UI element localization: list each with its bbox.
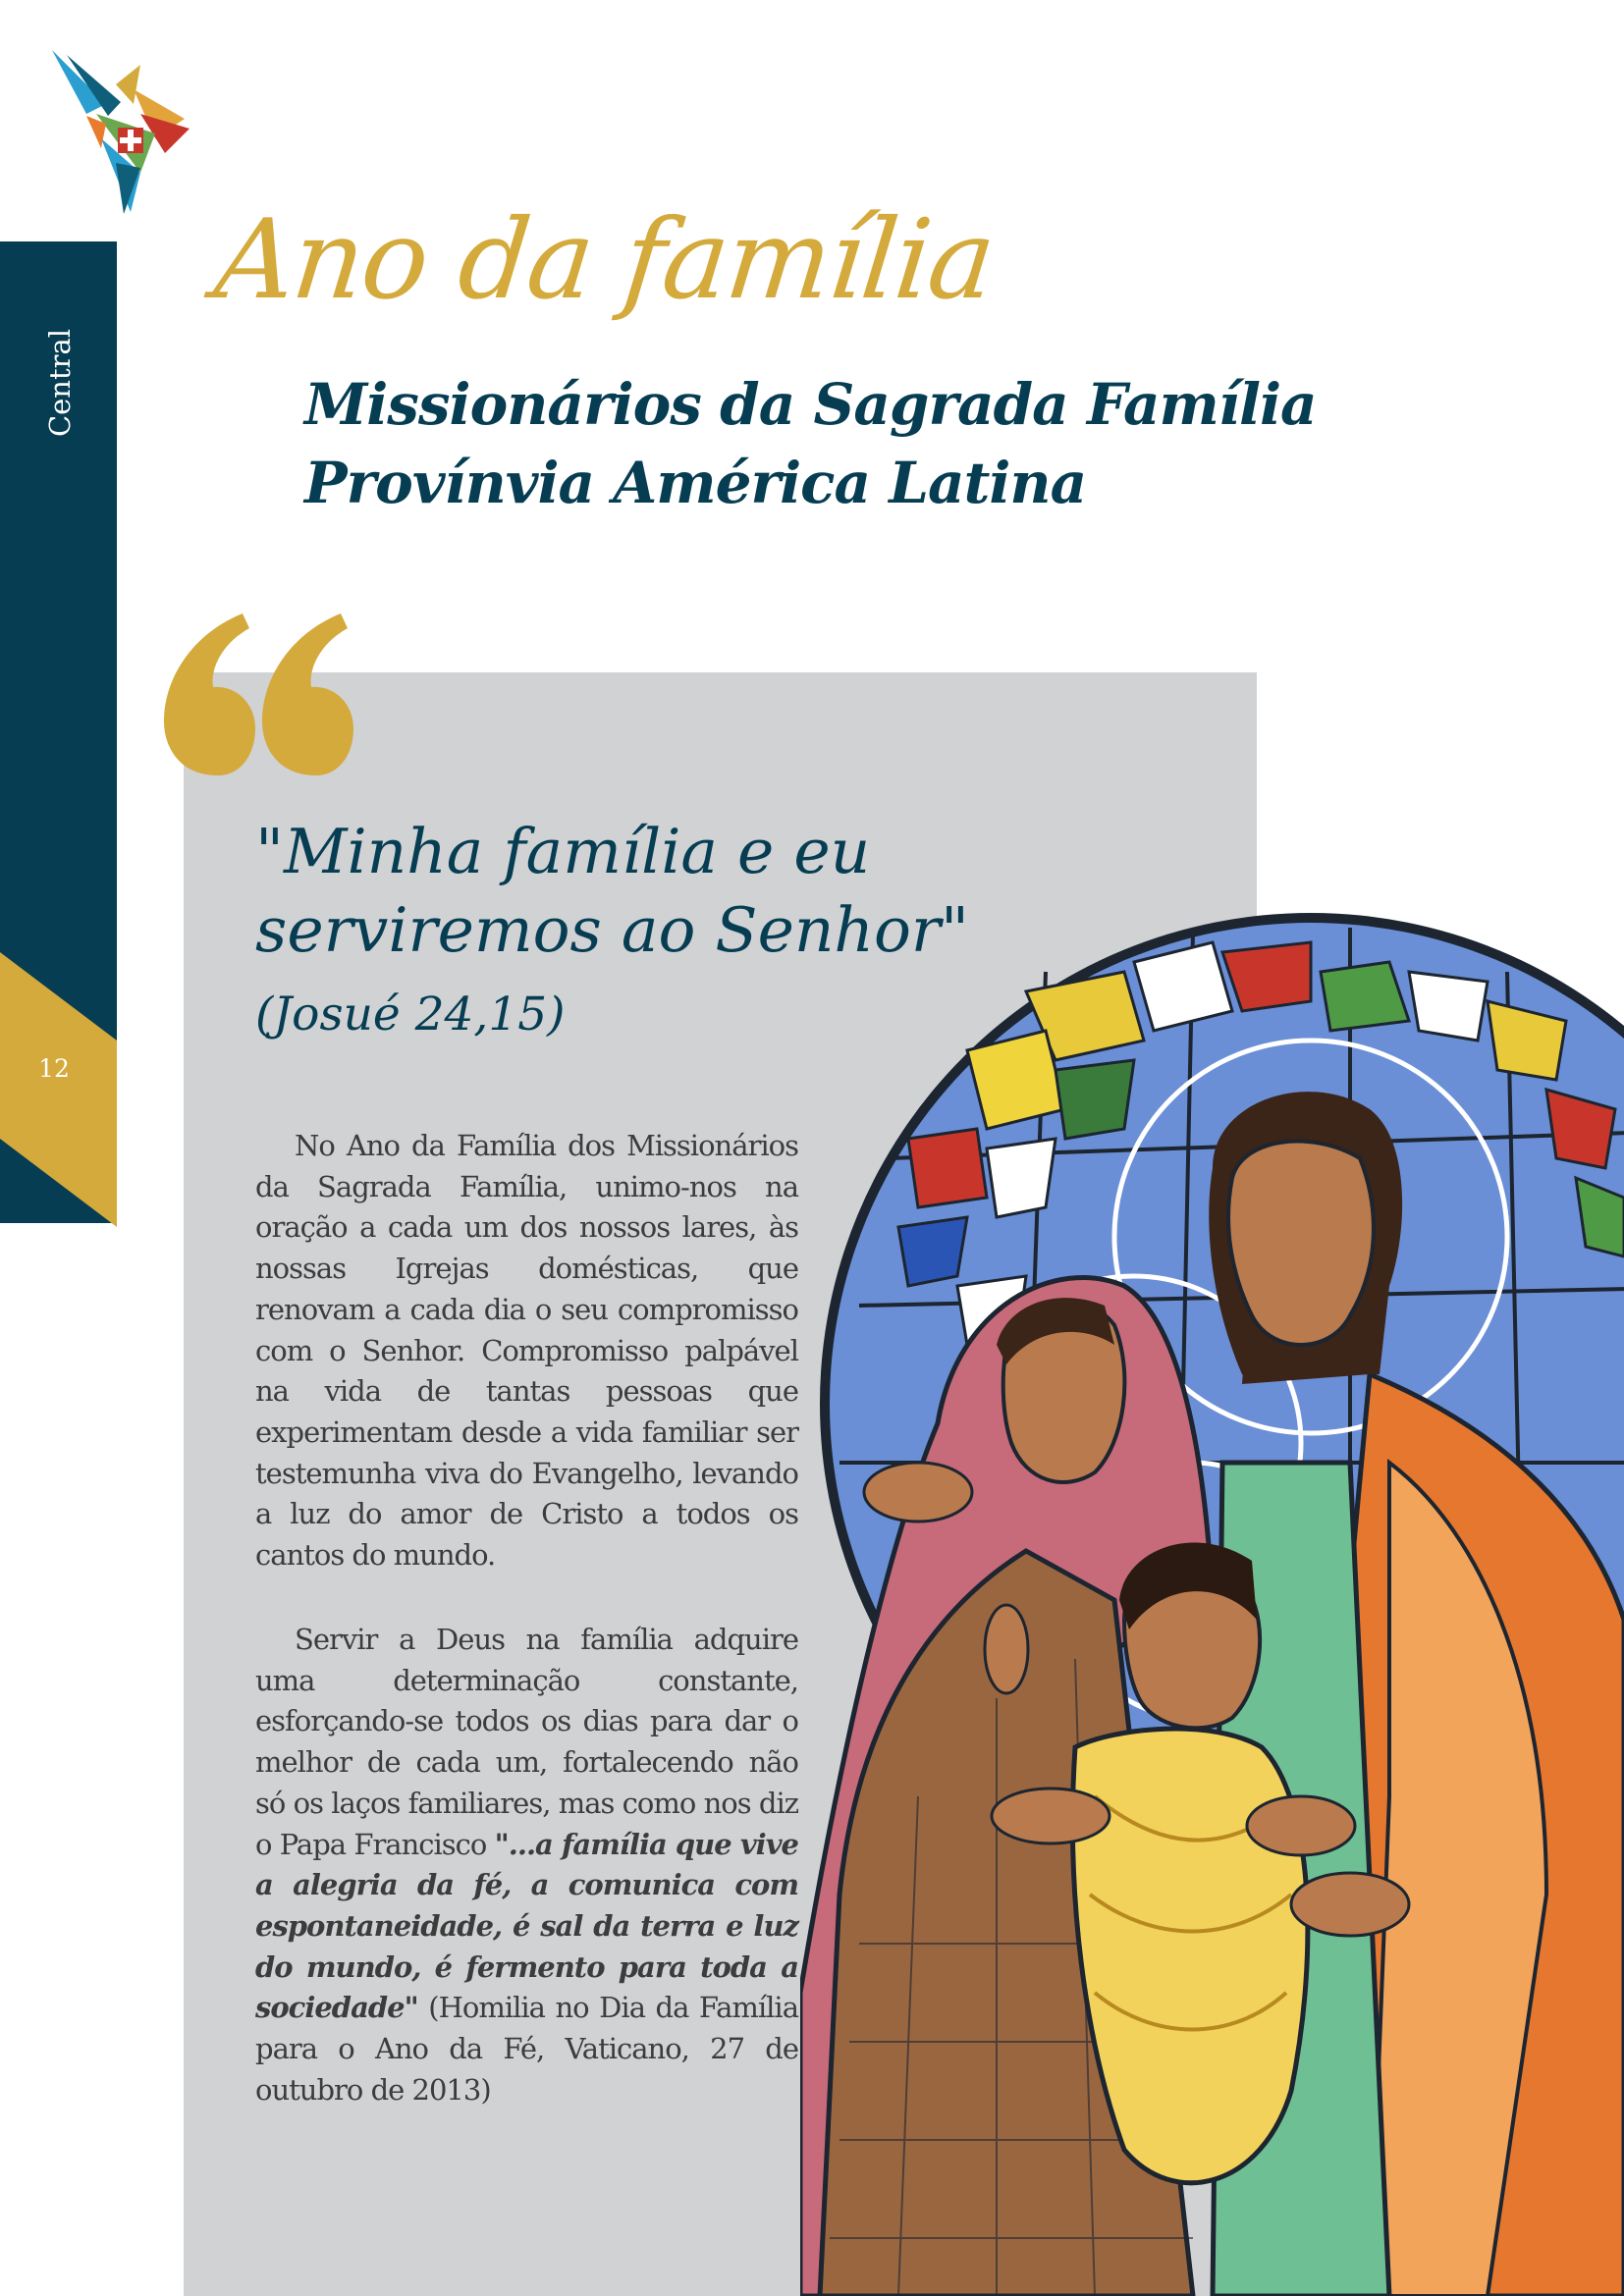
paragraph-2-start: Servir a Deus na família adquire uma determinação constante, esforçando-se todos os dias para dar o melhor de cada um, fortalecendo não só os laços familiares, mas como nos diz o Papa Francisco: [255, 1623, 798, 1861]
quote-line-1: "Minha família e eu: [255, 816, 871, 887]
quote-line-2: serviremos ao Senhor": [255, 894, 970, 966]
quote-reference: (Josué 24,15): [255, 988, 566, 1041]
subtitle-line-2: Provínvia América Latina: [304, 450, 1087, 516]
subtitle-line-1: Missionários da Sagrada Família: [304, 371, 1317, 438]
body-paragraph-2: [255, 1620, 798, 2110]
body-paragraph-1: No Ano da Família dos Missionários da Sagrada Família, unimo-nos na oração a cada um dos nossos lares, às nossas Igrejas domésticas, que renovam a cada dia o seu compromisso com o Senhor. Compromisso palpável na vida de tantas pessoas que experimentam desde a vida familiar ser testemunha viva do Evangelho, levando a luz do amor de Cristo a todos os cantos do mundo.: [255, 1129, 798, 1573]
paragraph-2-end: (Homilia no Dia da Família para o Ano da Fé, Vaticano, 27 de outubro de 2013): [255, 1991, 798, 2107]
holy-family-illustration: [800, 913, 1624, 2296]
page-number: 12: [38, 1054, 70, 1083]
section-label-text: Central: [43, 328, 78, 438]
pope-francis-quote: "...a família que vive a alegria da fé, a comunica com espontaneidade, é sal da terra e luz do mundo, é fermento para toda a sociedade": [255, 1827, 798, 2025]
gold-corner-shape: [0, 952, 117, 1227]
latin-america-logo-icon: [47, 45, 192, 218]
section-label: [16, 324, 104, 442]
page-title: Ano da família: [209, 196, 1000, 324]
opening-quote-icon: [159, 609, 355, 775]
page-subtitle: [304, 365, 1317, 522]
